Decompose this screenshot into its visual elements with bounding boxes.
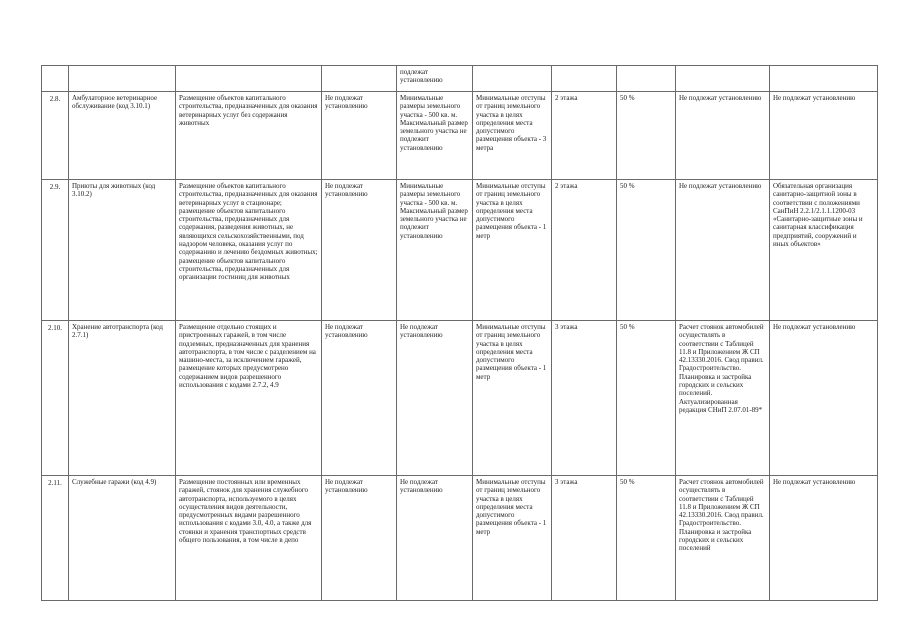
parking-cell: Расчет стоянок автомобилей осуществлять в соответствии с Таблицей 11.8 и Приложением Ж СП 42.13330.2016. Свод правил. Градостроительство. Планировка и застройка городских и сельских поселений (676, 476, 770, 601)
plot-size-cell: Не подлежат установлению (397, 476, 473, 601)
table-row (42, 92, 878, 180)
restrictions-cell: Не подлежат установлению (770, 321, 878, 476)
parking-cell: Не подлежат установлению (676, 180, 770, 321)
floors-cell (552, 66, 617, 92)
setback-cell: Минимальные отступы от границ земельного участка в целях определения места допустимого размещения объекта - 1 метр (473, 180, 552, 321)
coverage-cell: 50 % (617, 476, 676, 601)
land-use-name-cell: Служебные гаражи (код 4.9) (69, 476, 176, 601)
coverage-cell: 50 % (617, 92, 676, 180)
land-use-name-cell: Хранение автотранспорта (код 2.7.1) (69, 321, 176, 476)
floors-cell: 3 этажа (552, 321, 617, 476)
setback-cell: Минимальные отступы от границ земельного участка в целях определения места допустимого размещения объекта - 1 метр (473, 476, 552, 601)
restrictions-cell: Обязательная организация санитарно-защитной зоны в соответствии с положениями СанПиН 2.2.1/2.1.1.1200-03 «Санитарно-защитные зоны и санитарная классификация предприятий, сооружений и иных объектов» (770, 180, 878, 321)
coverage-cell: 50 % (617, 180, 676, 321)
plot-size-cell: подлежат установлению (397, 66, 473, 92)
land-use-description-cell: Размещение постоянных или временных гаражей, стоянок для хранения служебного автотранспорта, используемого в целях осуществления видов деятельности, предусмотренных видами разрешенного использования с кодами 3.0, 4.0, а также для стоянки и хранения транспортных средств общего пользования, в том числе в депо (176, 476, 322, 601)
parking-cell: Расчет стоянок автомобилей осуществлять в соответствии с Таблицей 11.8 и Приложением Ж СП 42.13330.2016. Свод правил. Градостроительство. Планировка и застройка городских и сельских поселений. Актуализированная редакция СНиП 2.07.01-89* (676, 321, 770, 476)
table-cell: Не подлежат установлению (322, 180, 397, 321)
row-number-cell: 2.9. (42, 180, 69, 321)
table-row (42, 321, 878, 476)
parking-cell: Не подлежат установлению (676, 92, 770, 180)
floors-cell: 3 этажа (552, 476, 617, 601)
plot-size-cell: Не подлежат установлению (397, 321, 473, 476)
setback-cell (473, 66, 552, 92)
land-use-name-cell (69, 66, 176, 92)
table-cell: Не подлежат установлению (322, 476, 397, 601)
land-use-name-cell: Амбулаторное ветеринарное обслуживание (код 3.10.1) (69, 92, 176, 180)
table-row (42, 476, 878, 601)
land-use-description-cell (176, 66, 322, 92)
table-cell (322, 66, 397, 92)
restrictions-cell: Не подлежат установлению (770, 476, 878, 601)
table-row (42, 180, 878, 321)
zoning-regulations-table (41, 65, 878, 601)
row-number-cell: 2.10. (42, 321, 69, 476)
floors-cell: 2 этажа (552, 180, 617, 321)
floors-cell: 2 этажа (552, 92, 617, 180)
table-cell: Не подлежат установлению (322, 92, 397, 180)
row-number-cell: 2.8. (42, 92, 69, 180)
restrictions-cell (770, 66, 878, 92)
setback-cell: Минимальные отступы от границ земельного участка в целях определения места допустимого размещения объекта - 3 метра (473, 92, 552, 180)
plot-size-cell: Минимальные размеры земельного участка - 500 кв. м. Максимальный размер земельного участка не подлежит установлению (397, 92, 473, 180)
land-use-description-cell: Размещение объектов капитального строительства, предназначенных для оказания ветеринарных услуг без содержания животных (176, 92, 322, 180)
table-cell: Не подлежат установлению (322, 321, 397, 476)
land-use-description-cell: Размещение отдельно стоящих и пристроенных гаражей, в том числе подземных, предназначенных для хранения автотранспорта, в том числе с разделением на машино-места, за исключением гаражей, размещение которых предусмотрено содержанием видов разрешенного использования с кодами 2.7.2, 4.9 (176, 321, 322, 476)
land-use-description-cell: Размещение объектов капитального строительства, предназначенных для оказания ветеринарных услуг в стационаре; размещение объектов капитального строительства, предназначенных для содержания, разведения животных, не являющихся сельскохозяйственными, под надзором человека, оказания услуг по содержанию и лечению бездомных животных; размещение объектов капитального строительства, предназначенных для организации гостиниц для животных (176, 180, 322, 321)
parking-cell (676, 66, 770, 92)
coverage-cell: 50 % (617, 321, 676, 476)
row-number-cell: 2.11. (42, 476, 69, 601)
setback-cell: Минимальные отступы от границ земельного участка в целях определения места допустимого размещения объекта - 1 метр (473, 321, 552, 476)
land-use-name-cell: Приюты для животных (код 3.10.2) (69, 180, 176, 321)
restrictions-cell: Не подлежат установлению (770, 92, 878, 180)
row-number-cell (42, 66, 69, 92)
plot-size-cell: Минимальные размеры земельного участка - 500 кв. м. Максимальный размер земельного участка не подлежит установлению (397, 180, 473, 321)
table-row (42, 66, 878, 92)
coverage-cell (617, 66, 676, 92)
